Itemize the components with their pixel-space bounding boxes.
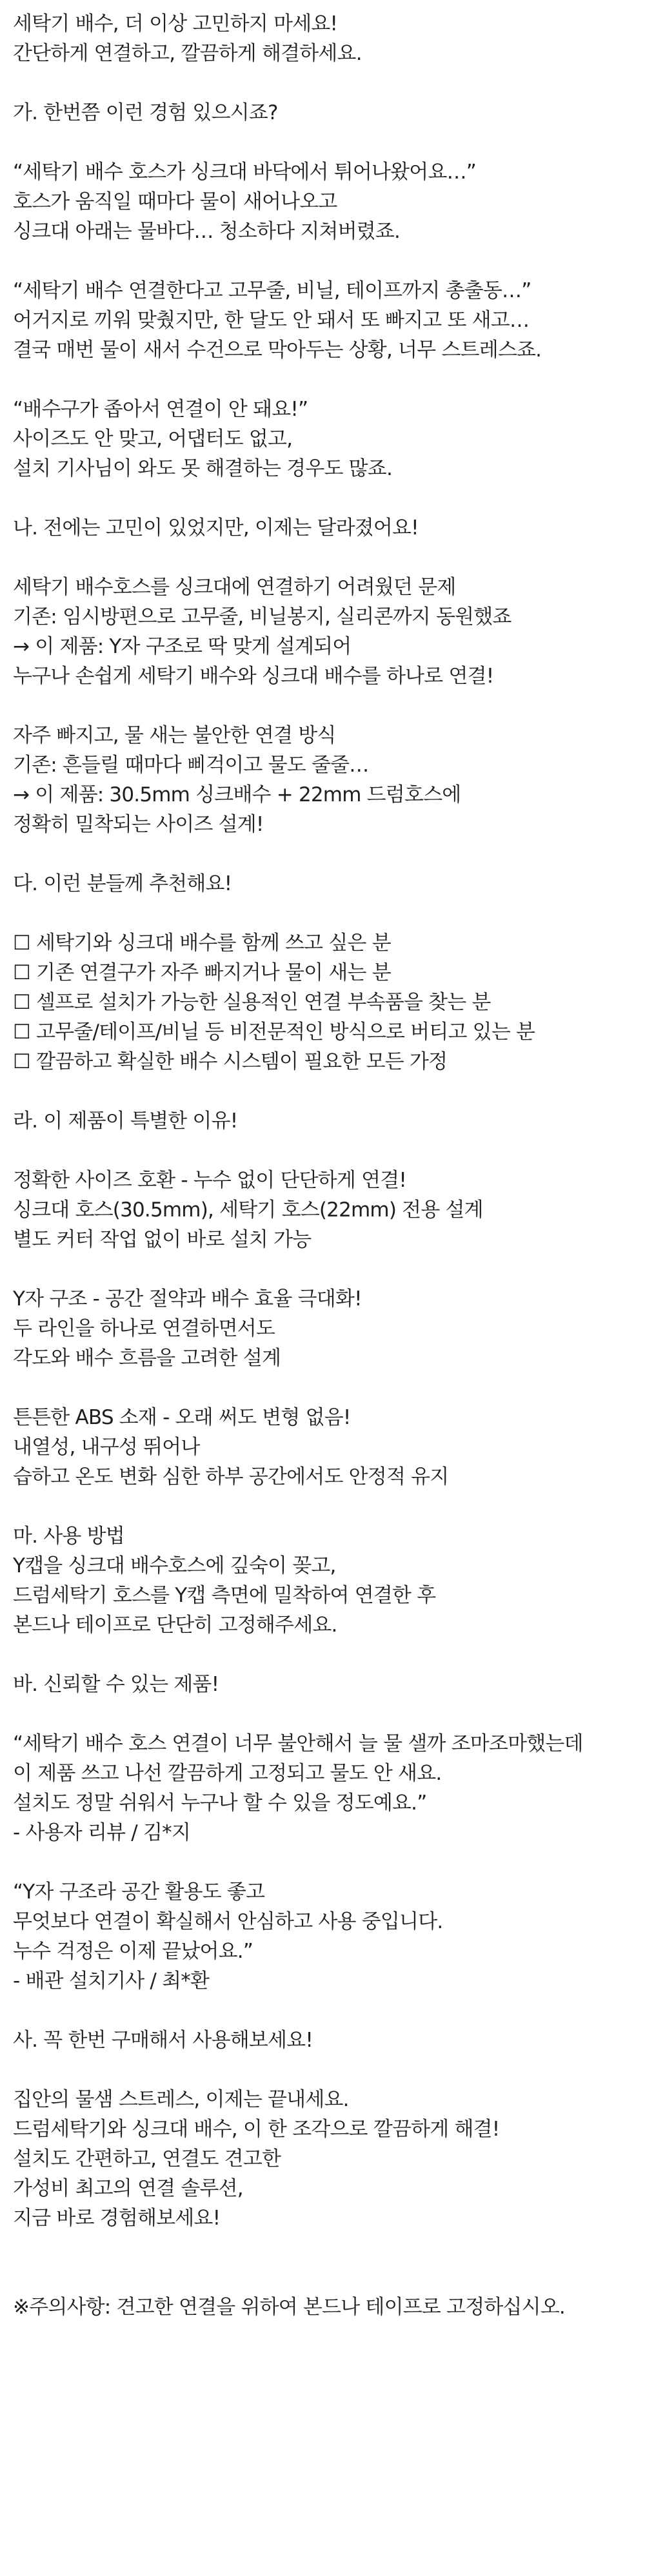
text-line: 정확히 밀착되는 사이즈 설계! bbox=[13, 813, 264, 836]
text-line: Y자 구조 - 공간 절약과 배수 효율 극대화! bbox=[13, 1287, 362, 1311]
paragraph bbox=[13, 513, 645, 543]
paragraph bbox=[13, 1877, 645, 1996]
text-line: “세탁기 배수 호스 연결이 너무 불안해서 늘 물 샐까 조마조마했는데 bbox=[13, 1732, 583, 1755]
text-line: 드럼세탁기 호스를 Y캡 측면에 밀착하여 연결한 후 bbox=[13, 1584, 436, 1607]
text-line: → 이 제품: Y자 구조로 딱 맞게 설계되어 bbox=[13, 635, 352, 658]
text-line: 기존: 흔들릴 때마다 삐걱이고 물도 줄줄… bbox=[13, 754, 369, 777]
text-line: 세탁기 배수호스를 싱크대에 연결하기 어려웠던 문제 bbox=[13, 576, 456, 599]
text-line: Y캡을 싱크대 배수호스에 깊숙이 꽂고, bbox=[13, 1554, 336, 1577]
paragraph bbox=[13, 98, 645, 128]
text-line: 다. 이런 분들께 추천해요! bbox=[13, 872, 232, 895]
text-line: 무엇보다 연결이 확실해서 안심하고 사용 중입니다. bbox=[13, 1910, 443, 1933]
text-line: 마. 사용 방법 bbox=[13, 1525, 124, 1548]
text-line: 설치도 정말 쉬워서 누구나 할 수 있을 정도예요.” bbox=[13, 1791, 427, 1815]
text-line: 어거지로 끼워 맞췄지만, 한 달도 안 돼서 또 빠지고 또 새고… bbox=[13, 309, 530, 332]
text-line: 본드나 테이프로 단단히 고정해주세요. bbox=[13, 1614, 337, 1637]
text-line: 기존: 임시방편으로 고무줄, 비닐봉지, 실리콘까지 동원했죠 bbox=[13, 605, 511, 629]
text-line: 누구나 손쉽게 세탁기 배수와 싱크대 배수를 하나로 연결! bbox=[13, 665, 494, 688]
paragraph bbox=[13, 1403, 645, 1492]
text-line: “세탁기 배수 연결한다고 고무줄, 비닐, 테이프까지 총출동…” bbox=[13, 279, 531, 302]
text-line: 간단하게 연결하고, 깔끔하게 해결하세요. bbox=[13, 42, 362, 65]
paragraph bbox=[13, 9, 645, 68]
text-line: “배수구가 좁아서 연결이 안 돼요!” bbox=[13, 398, 308, 421]
text-line: 자주 빠지고, 물 새는 불안한 연결 방식 bbox=[13, 724, 336, 747]
text-line: ☐ 셀프로 설치가 가능한 실용적인 연결 부속품을 찾는 분 bbox=[13, 991, 491, 1014]
text-line: 두 라인을 하나로 연결하면서도 bbox=[13, 1317, 275, 1340]
description-body bbox=[13, 9, 645, 2233]
text-line: 집안의 물샘 스트레스, 이제는 끝내세요. bbox=[13, 2088, 349, 2111]
text-line: 사. 꼭 한번 구매해서 사용해보세요! bbox=[13, 2029, 313, 2052]
paragraph bbox=[13, 395, 645, 483]
text-line: 드럼세탁기와 싱크대 배수, 이 한 조각으로 깔끔하게 해결! bbox=[13, 2118, 500, 2141]
text-line: 내열성, 내구성 뛰어나 bbox=[13, 1436, 200, 1459]
text-line: 습하고 온도 변화 심한 하부 공간에서도 안정적 유지 bbox=[13, 1465, 449, 1488]
text-line: 호스가 움직일 때마다 물이 새어나오고 bbox=[13, 190, 337, 213]
paragraph bbox=[13, 721, 645, 839]
text-line: ☐ 세탁기와 싱크대 배수를 함께 쓰고 싶은 분 bbox=[13, 932, 391, 955]
paragraph bbox=[13, 2085, 645, 2233]
text-line: 싱크대 호스(30.5mm), 세탁기 호스(22mm) 전용 설계 bbox=[13, 1198, 483, 1222]
paragraph bbox=[13, 572, 645, 691]
paragraph bbox=[13, 1670, 645, 1699]
text-line: 라. 이 제품이 특별한 이유! bbox=[13, 1109, 238, 1133]
text-line: 별도 커터 작업 없이 바로 설치 가능 bbox=[13, 1228, 312, 1251]
paragraph bbox=[13, 157, 645, 246]
text-line: ☐ 기존 연결구가 자주 빠지거나 물이 새는 분 bbox=[13, 961, 391, 984]
text-line: ☐ 깔끔하고 확실한 배수 시스템이 필요한 모든 가정 bbox=[13, 1050, 448, 1073]
paragraph bbox=[13, 1284, 645, 1373]
text-line: 가성비 최고의 연결 솔루션, bbox=[13, 2177, 243, 2200]
text-line: 설치도 간편하고, 연결도 견고한 bbox=[13, 2147, 281, 2171]
text-line: 세탁기 배수, 더 이상 고민하지 마세요! bbox=[13, 12, 338, 35]
text-line: 지금 바로 경험해보세요! bbox=[13, 2207, 221, 2230]
text-line: 나. 전에는 고민이 있었지만, 이제는 달라졌어요! bbox=[13, 516, 419, 540]
text-line: 정확한 사이즈 호환 - 누수 없이 단단하게 연결! bbox=[13, 1169, 407, 1192]
text-line: “세탁기 배수 호스가 싱크대 바닥에서 튀어나왔어요…” bbox=[13, 161, 477, 184]
text-line: - 사용자 리뷰 / 김*지 bbox=[13, 1821, 190, 1844]
text-line: “Y자 구조라 공간 활용도 좋고 bbox=[13, 1880, 265, 1904]
text-line: - 배관 설치기사 / 최*환 bbox=[13, 1969, 210, 1993]
text-line: 누수 걱정은 이제 끝났어요.” bbox=[13, 1940, 253, 1963]
text-line: 튼튼한 ABS 소재 - 오래 써도 변형 없음! bbox=[13, 1406, 351, 1429]
text-line: ☐ 고무줄/테이프/비닐 등 비전문적인 방식으로 버티고 있는 분 bbox=[13, 1020, 535, 1044]
text-line: 이 제품 쓰고 나선 깔끔하게 고정되고 물도 안 새요. bbox=[13, 1762, 442, 1785]
text-line: 각도와 배수 흐름을 고려한 설계 bbox=[13, 1347, 281, 1370]
paragraph bbox=[13, 1166, 645, 1254]
paragraph bbox=[13, 1729, 645, 1848]
text-line: 결국 매번 물이 새서 수건으로 막아두는 상황, 너무 스트레스죠. bbox=[13, 338, 542, 362]
paragraph bbox=[13, 869, 645, 899]
text-line: 가. 한번쯤 이런 경험 있으시죠? bbox=[13, 101, 278, 124]
text-line: 설치 기사님이 와도 못 해결하는 경우도 많죠. bbox=[13, 457, 393, 480]
paragraph bbox=[13, 276, 645, 365]
text-line: 사이즈도 안 맞고, 어댑터도 없고, bbox=[13, 427, 293, 451]
text-line: 바. 신뢰할 수 있는 제품! bbox=[13, 1673, 219, 1696]
text-line: 싱크대 아래는 물바다… 청소하다 지쳐버렸죠. bbox=[13, 220, 401, 243]
paragraph bbox=[13, 928, 645, 1077]
paragraph bbox=[13, 1106, 645, 1136]
paragraph bbox=[13, 2025, 645, 2055]
text-line: → 이 제품: 30.5mm 싱크배수 + 22mm 드럼호스에 bbox=[13, 783, 461, 806]
paragraph bbox=[13, 1521, 645, 1640]
caution-note: ※주의사항: 견고한 연결을 위하여 본드나 테이프로 고정하십시오. bbox=[13, 2296, 565, 2319]
